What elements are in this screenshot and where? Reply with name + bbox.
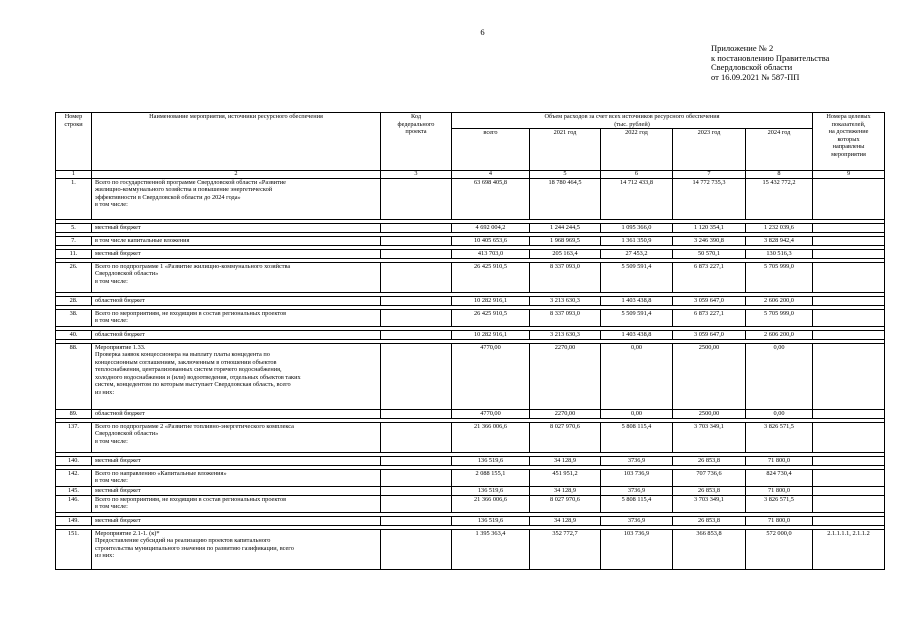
row-number: 140. [56, 456, 92, 465]
row-2021: 205 163,4 [530, 249, 601, 258]
row-number: 89. [56, 409, 92, 418]
row-code [381, 486, 452, 495]
row-2022: 3736,9 [601, 516, 673, 525]
row-2023: 2500,00 [673, 343, 746, 409]
row-number: 38. [56, 309, 92, 326]
row-targets [813, 236, 885, 245]
row-2022: 5 509 591,4 [601, 262, 673, 292]
table-row [56, 178, 885, 219]
row-code [381, 262, 452, 292]
row-targets [813, 343, 885, 409]
row-targets [813, 469, 885, 486]
row-code [381, 409, 452, 418]
row-2022: 1 361 350,9 [601, 236, 673, 245]
row-targets [813, 422, 885, 452]
table-row [56, 469, 885, 486]
row-code [381, 516, 452, 525]
row-number: 5. [56, 223, 92, 232]
row-2022: 3736,9 [601, 456, 673, 465]
row-code [381, 236, 452, 245]
header-year-2021: 2021 год [530, 129, 601, 171]
row-2023: 14 772 735,3 [673, 178, 746, 219]
row-name: Мероприятие 2.1-1. (к)* Предоставление субсидий на реализацию проектов капитального строительства муниципального значения по развитию газификации, всего из них: [92, 529, 381, 569]
row-number: 142. [56, 469, 92, 486]
row-2022: 5 808 115,4 [601, 422, 673, 452]
row-name: областной бюджет [92, 409, 381, 418]
row-code [381, 249, 452, 258]
row-targets [813, 249, 885, 258]
row-2021: 3 213 630,3 [530, 330, 601, 339]
appendix-line: к постановлению Правительства [711, 52, 830, 63]
row-targets [813, 262, 885, 292]
row-total: 26 425 910,5 [452, 262, 530, 292]
table-row [56, 236, 885, 245]
row-2022: 0,00 [601, 343, 673, 409]
row-2024: 71 800,0 [746, 516, 813, 525]
row-total: 136 519,6 [452, 486, 530, 495]
row-2024: 1 232 039,6 [746, 223, 813, 232]
row-2021: 8 337 093,0 [530, 309, 601, 326]
row-total: 10 405 653,6 [452, 236, 530, 245]
row-2023: 26 853,8 [673, 486, 746, 495]
row-name: Всего по государственной программе Свердловской области «Развитие жилищно-коммунального хозяйства и повышение энергетической эффективности в Свердловской области до 2024 года» в том числе: [92, 178, 381, 219]
row-2024: 5 705 999,0 [746, 309, 813, 326]
row-code [381, 178, 452, 219]
row-2023: 26 853,8 [673, 516, 746, 525]
table-row [56, 516, 885, 525]
row-2022: 103 736,9 [601, 469, 673, 486]
row-2021: 8 337 093,0 [530, 262, 601, 292]
row-2024: 0,00 [746, 343, 813, 409]
row-code [381, 296, 452, 305]
row-2023: 366 853,8 [673, 529, 746, 569]
row-name: местный бюджет [92, 223, 381, 232]
row-code [381, 456, 452, 465]
row-2023: 707 736,6 [673, 469, 746, 486]
row-number: 40. [56, 330, 92, 339]
column-number: 3 [381, 171, 452, 179]
row-targets [813, 178, 885, 219]
row-name: Всего по подпрограмме 1 «Развитие жилищно-коммунального хозяйства Свердловской области» в том числе: [92, 262, 381, 292]
header-year-2022: 2022 год [601, 129, 673, 171]
table-row [56, 309, 885, 326]
row-2023: 3 703 349,1 [673, 495, 746, 512]
row-name: областной бюджет [92, 296, 381, 305]
row-2023: 50 570,1 [673, 249, 746, 258]
row-2021: 18 780 464,5 [530, 178, 601, 219]
row-2023: 3 246 390,8 [673, 236, 746, 245]
row-name: Мероприятие 1.33. Проверка заявок концессионера на выплату платы концедента по концессионным соглашениям, заключенным в отношении объектов теплоснабжения, централизованных систем горячего водоснабжения, холодного водоснабжения и (или) водоотведения, отдельных объектов таких систем, концедентом по которым выступает Свердловская область, всего из них: [92, 343, 381, 409]
row-targets: 2.1.1.1.1, 2.1.1.2 [813, 529, 885, 569]
column-number: 2 [92, 171, 381, 179]
row-code [381, 309, 452, 326]
row-number: 151. [56, 529, 92, 569]
row-2021: 3 213 630,3 [530, 296, 601, 305]
row-code [381, 223, 452, 232]
row-2024: 824 730,4 [746, 469, 813, 486]
table-header [56, 113, 885, 179]
row-2023: 1 120 354,1 [673, 223, 746, 232]
row-targets [813, 486, 885, 495]
row-2021: 1 244 244,5 [530, 223, 601, 232]
row-number: 146. [56, 495, 92, 512]
row-code [381, 330, 452, 339]
table-row [56, 330, 885, 339]
row-2022: 103 736,9 [601, 529, 673, 569]
row-number: 88. [56, 343, 92, 409]
appendix-line: от 16.09.2021 № 587-ПП [711, 71, 800, 82]
row-2021: 34 128,9 [530, 456, 601, 465]
row-name: Всего по мероприятиям, не входящим в состав региональных проектов в том числе: [92, 309, 381, 326]
row-name: местный бюджет [92, 486, 381, 495]
column-numbers-row [56, 171, 885, 179]
row-2024: 130 516,3 [746, 249, 813, 258]
row-2021: 34 128,9 [530, 516, 601, 525]
row-number: 28. [56, 296, 92, 305]
column-number: 8 [746, 171, 813, 179]
row-2021: 8 027 970,6 [530, 495, 601, 512]
table-row [56, 422, 885, 452]
column-number: 9 [813, 171, 885, 179]
row-total: 10 282 916,1 [452, 296, 530, 305]
row-2021: 1 968 969,5 [530, 236, 601, 245]
row-2023: 3 059 647,0 [673, 330, 746, 339]
row-code [381, 422, 452, 452]
appendix-line: Приложение № 2 [711, 43, 774, 53]
row-total: 413 703,0 [452, 249, 530, 258]
table-row [56, 456, 885, 465]
column-number: 4 [452, 171, 530, 179]
row-total: 1 395 363,4 [452, 529, 530, 569]
row-2022: 3736,9 [601, 486, 673, 495]
row-2024: 2 606 200,0 [746, 296, 813, 305]
header-total: всего [452, 129, 530, 171]
row-2022: 1 095 366,0 [601, 223, 673, 232]
row-code [381, 343, 452, 409]
row-2024: 3 828 942,4 [746, 236, 813, 245]
row-total: 63 698 405,8 [452, 178, 530, 219]
table-body [56, 178, 885, 569]
row-total: 21 366 006,6 [452, 422, 530, 452]
row-targets [813, 309, 885, 326]
expenses-table [55, 112, 885, 570]
row-total: 4 692 004,2 [452, 223, 530, 232]
row-2024: 572 000,0 [746, 529, 813, 569]
row-total: 4770,00 [452, 409, 530, 418]
row-targets [813, 223, 885, 232]
table-row [56, 343, 885, 409]
row-name: Всего по мероприятиям, не входящим в состав региональных проектов в том числе: [92, 495, 381, 512]
row-total: 21 366 006,6 [452, 495, 530, 512]
table-row [56, 262, 885, 292]
row-number: 1. [56, 178, 92, 219]
row-total: 136 519,6 [452, 456, 530, 465]
row-targets [813, 456, 885, 465]
header-year-2024: 2024 год [746, 129, 813, 171]
row-number: 7. [56, 236, 92, 245]
row-targets [813, 330, 885, 339]
row-total: 136 519,6 [452, 516, 530, 525]
row-2021: 2270,00 [530, 343, 601, 409]
header-year-2023: 2023 год [673, 129, 746, 171]
row-code [381, 469, 452, 486]
row-2023: 3 059 647,0 [673, 296, 746, 305]
row-targets [813, 296, 885, 305]
row-2021: 2270,00 [530, 409, 601, 418]
row-2023: 6 873 227,1 [673, 309, 746, 326]
row-2024: 0,00 [746, 409, 813, 418]
row-2024: 15 432 772,2 [746, 178, 813, 219]
header-volume: Объем расходов за счет всех источников ресурсного обеспечения (тыс. рублей) [452, 113, 813, 129]
appendix-line: Свердловской области [711, 62, 793, 73]
row-2022: 1 403 438,8 [601, 296, 673, 305]
table-row [56, 495, 885, 512]
row-total: 10 282 916,1 [452, 330, 530, 339]
column-number: 7 [673, 171, 746, 179]
row-2021: 8 027 970,6 [530, 422, 601, 452]
table-row [56, 296, 885, 305]
row-2023: 3 703 349,1 [673, 422, 746, 452]
row-name: местный бюджет [92, 516, 381, 525]
table-row [56, 409, 885, 418]
row-2024: 71 800,0 [746, 456, 813, 465]
row-name: Всего по направлению «Капитальные вложения» в том числе: [92, 469, 381, 486]
row-name: местный бюджет [92, 456, 381, 465]
row-code [381, 529, 452, 569]
row-total: 26 425 910,5 [452, 309, 530, 326]
row-2022: 27 453,2 [601, 249, 673, 258]
row-2021: 352 772,7 [530, 529, 601, 569]
row-2021: 34 128,9 [530, 486, 601, 495]
row-targets [813, 495, 885, 512]
row-targets [813, 409, 885, 418]
row-2023: 6 873 227,1 [673, 262, 746, 292]
row-number: 145. [56, 486, 92, 495]
row-total: 4770,00 [452, 343, 530, 409]
column-number: 1 [56, 171, 92, 179]
row-code [381, 495, 452, 512]
row-targets [813, 516, 885, 525]
row-2022: 5 509 591,4 [601, 309, 673, 326]
appendix-header [711, 44, 829, 82]
header-name: Наименование мероприятия, источники ресурсного обеспечения [92, 113, 381, 171]
row-number: 149. [56, 516, 92, 525]
row-2023: 26 853,8 [673, 456, 746, 465]
column-number: 5 [530, 171, 601, 179]
row-2023: 2500,00 [673, 409, 746, 418]
row-name: областной бюджет [92, 330, 381, 339]
column-number: 6 [601, 171, 673, 179]
row-2022: 5 808 115,4 [601, 495, 673, 512]
row-2021: 451 951,2 [530, 469, 601, 486]
table-row [56, 529, 885, 569]
table-row [56, 249, 885, 258]
row-name: в том числе капитальные вложения [92, 236, 381, 245]
row-number: 26. [56, 262, 92, 292]
row-2022: 14 712 433,8 [601, 178, 673, 219]
row-total: 2 088 155,1 [452, 469, 530, 486]
table-row [56, 486, 885, 495]
row-name: местный бюджет [92, 249, 381, 258]
header-row-number: Номер строки [56, 113, 92, 171]
table-row [56, 223, 885, 232]
row-2024: 3 826 571,5 [746, 422, 813, 452]
header-targets: Номера целевых показателей, на достижение которых направлены мероприятия [813, 113, 885, 171]
row-2024: 2 606 200,0 [746, 330, 813, 339]
row-2024: 5 705 999,0 [746, 262, 813, 292]
row-2022: 0,00 [601, 409, 673, 418]
row-2024: 71 800,0 [746, 486, 813, 495]
row-2022: 1 403 438,8 [601, 330, 673, 339]
header-code: Код федерального проекта [381, 113, 452, 171]
row-number: 11. [56, 249, 92, 258]
page-number: 6 [480, 27, 485, 37]
row-2024: 3 826 571,5 [746, 495, 813, 512]
row-number: 137. [56, 422, 92, 452]
row-name: Всего по подпрограмме 2 «Развитие топливно-энергетического комплекса Свердловской области» в том числе: [92, 422, 381, 452]
